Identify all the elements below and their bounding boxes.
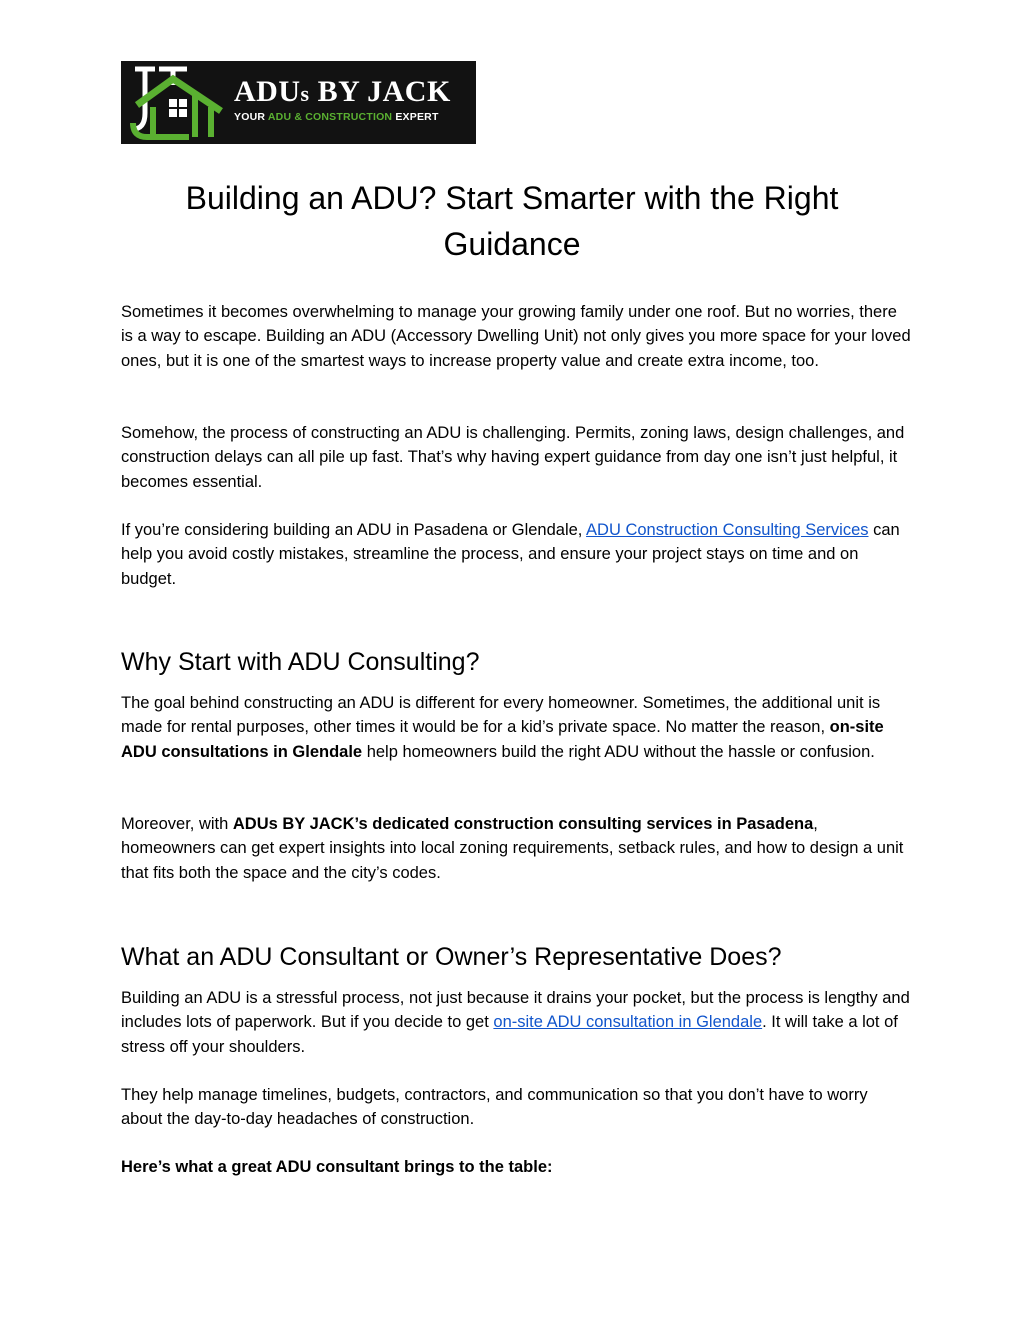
house-monogram-icon	[129, 65, 229, 141]
section-heading-why-consulting: Why Start with ADU Consulting?	[121, 648, 480, 676]
onsite-consultation-glendale-link[interactable]: on-site ADU consultation in Glendale	[493, 1013, 763, 1032]
section1-paragraph-1: The goal behind constructing an ADU is different for every homeowner. Sometimes, the additional unit is made for rental purposes, other times it would be for a kid’s private space. No matter the reason, on-site ADU consultations in Glendale help homeowners build the right ADU without the hassle or confusion.	[121, 694, 884, 761]
company-logo	[121, 61, 476, 144]
section2-paragraph-2: They help manage timelines, budgets, contractors, and communication so that you don’t have to worry about the day-to-day headaches of construction.	[121, 1086, 868, 1129]
section1-paragraph-2: Moreover, with ADUs BY JACK’s dedicated construction consulting services in Pasadena, homeowners can get expert insights into local zoning requirements, setback rules, and how to design a unit that fits both the space and the city’s codes.	[121, 815, 904, 882]
section-heading-consultant-role: What an ADU Consultant or Owner’s Representative Does?	[121, 943, 782, 971]
adu-consulting-services-link[interactable]: ADU Construction Consulting Services	[586, 521, 869, 539]
brand-tagline: YOUR ADU & CONSTRUCTION EXPERT	[234, 111, 439, 123]
intro-paragraph-1: Sometimes it becomes overwhelming to manage your growing family under one roof. But no worries, there is a way to escape. Building an ADU (Accessory Dwelling Unit) not only gives you more space for your loved ones, but it is one of the smartest ways to increase property value and create extra income, too.	[121, 303, 911, 370]
section2-paragraph-1: Building an ADU is a stressful process, not just because it drains your pocket, but the process is lengthy and includes lots of paperwork. But if you decide to get on-site ADU consultation in Glendale. It will take a lot of stress off your shoulders.	[121, 989, 910, 1056]
intro-paragraph-3: If you’re considering building an ADU in Pasadena or Glendale, ADU Construction Consulting Services can help you avoid costly mistakes, streamline the process, and ensure your project stays on time and on budget.	[121, 521, 900, 588]
section2-lead-in: Here’s what a great ADU consultant brings to the table:	[121, 1158, 553, 1176]
brand-name: ADUs BY JACK	[234, 75, 451, 108]
intro-paragraph-2: Somehow, the process of constructing an ADU is challenging. Permits, zoning laws, design challenges, and construction delays can all pile up fast. That’s why having expert guidance from day one isn’t just helpful, it becomes essential.	[121, 424, 905, 491]
page-title: Building an ADU? Start Smarter with the Right Guidance	[185, 180, 839, 262]
